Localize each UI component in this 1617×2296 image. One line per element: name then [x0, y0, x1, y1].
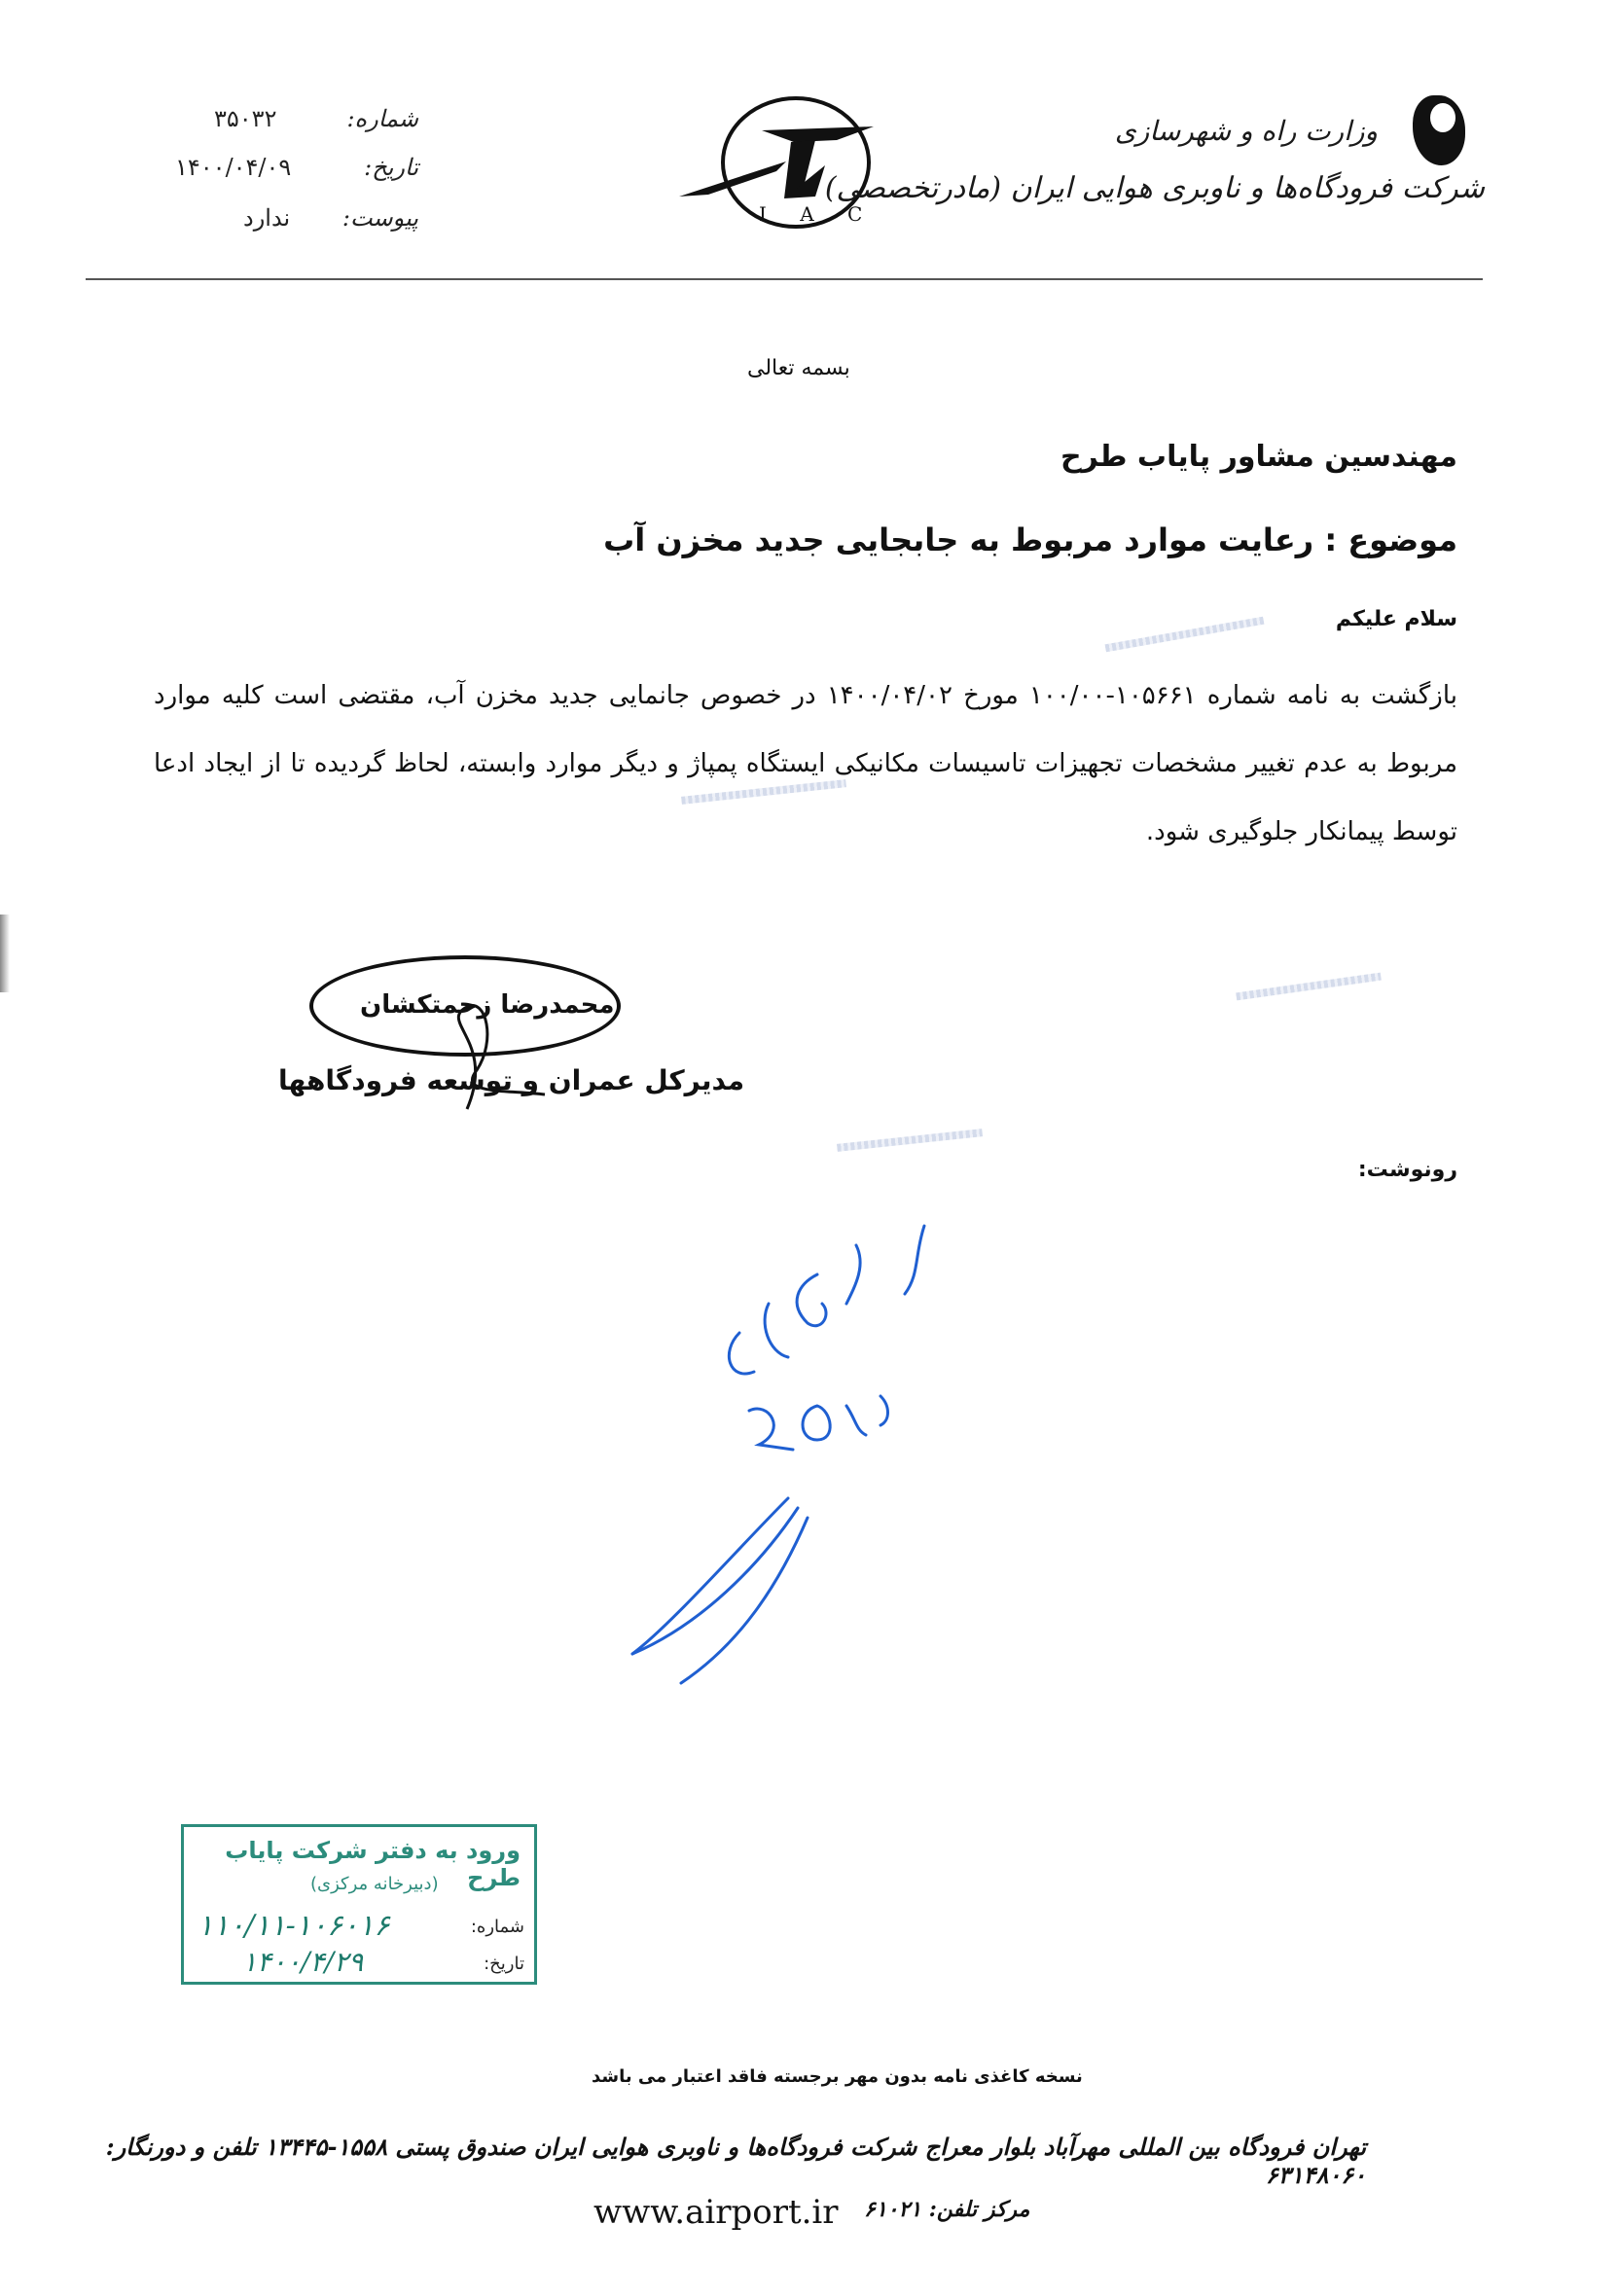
stamp-subtitle: (دبیرخانه مرکزی) [310, 1874, 439, 1894]
emblem-blot-hole [1430, 103, 1455, 132]
recipient: مهندسین مشاور پایاب طرح [1060, 440, 1457, 474]
attachment-value: ندارد [243, 204, 291, 232]
page-edge-mark [0, 915, 10, 992]
header-divider [86, 278, 1483, 280]
date-label: تاریخ: [364, 154, 418, 181]
signer-title: مدیرکل عمران و توسعه فرودگاهها [278, 1064, 745, 1096]
attachment-label: پیوست: [341, 204, 418, 232]
footer-notice: نسخه کاغذی نامه بدون مهر برجسته فاقد اعتبار می باشد [592, 2066, 1083, 2087]
footer-call-center: مرکز تلفن: ۶۱۰۲۱ [864, 2197, 1030, 2222]
number-value: ۳۵۰۳۲ [214, 105, 277, 132]
stamp-date-label: تاریخ: [484, 1954, 524, 1974]
date-value: ۱۴۰۰/۰۴/۰۹ [175, 154, 292, 181]
footer-address: تهران فرودگاه بین المللی مهرآباد بلوار معراج شرکت فرودگاه‌ها و ناوبری هوایی ایران صندوق پستی ۱۵۵۸-۱۳۴۴۵ تلفن و دورنگار: ۶۳۱۴۸۰۶۰ [105, 2133, 1366, 2189]
letter-meta [175, 105, 418, 241]
greeting: سلام علیکم [1335, 607, 1457, 631]
scan-artifact [837, 1129, 983, 1152]
subject: موضوع : رعایت موارد مربوط به جابجایی جدید مخزن آب [603, 521, 1457, 558]
stamp-date-value: ۱۴۰۰/۴/۲۹ [242, 1946, 364, 1978]
logo-text: I A C [759, 202, 877, 226]
footer-website[interactable]: www.airport.ir [593, 2193, 839, 2232]
stamp-number-label: شماره: [470, 1917, 524, 1937]
basmala: بسمه تعالی [747, 356, 850, 380]
scan-artifact [1105, 617, 1265, 653]
company-name: شرکت فرودگاه‌ها و ناوبری هوایی ایران (مادرتخصصی) [824, 171, 1485, 205]
letter-body: بازگشت به نامه شماره ۱۰۵۶۶۱-۱۰۰/۰۰ مورخ ۱۴۰۰/۰۴/۰۲ در خصوص جانمایی جدید مخزن آب، مقتضی است کلیه موارد مربوط به عدم تغییر مشخصات تجهیزات تاسیسات مکانیکی ایستگاه پمپاژ و دیگر موارد وابسته، لحاظ گردیده تا از ایجاد ادعا توسط پیمانکار جلوگیری شود. [154, 681, 1457, 846]
stamp-title: ورود به دفتر شرکت پایاب طرح [225, 1837, 521, 1891]
received-stamp [181, 1824, 537, 1985]
ministry-name: وزارت راه و شهرسازی [1114, 115, 1378, 147]
signature-scribble [428, 1002, 564, 1119]
cc-label: رونوشت: [1357, 1158, 1457, 1182]
iac-logo [669, 90, 903, 235]
signer-name: محمدرضا زحمتکشان [360, 990, 615, 1020]
scan-artifact [1236, 973, 1382, 1001]
number-label: شماره: [346, 105, 418, 132]
stamp-number-value: ۱۱۰/۱۱-۱۰۶۰۱۶ [198, 1909, 390, 1943]
